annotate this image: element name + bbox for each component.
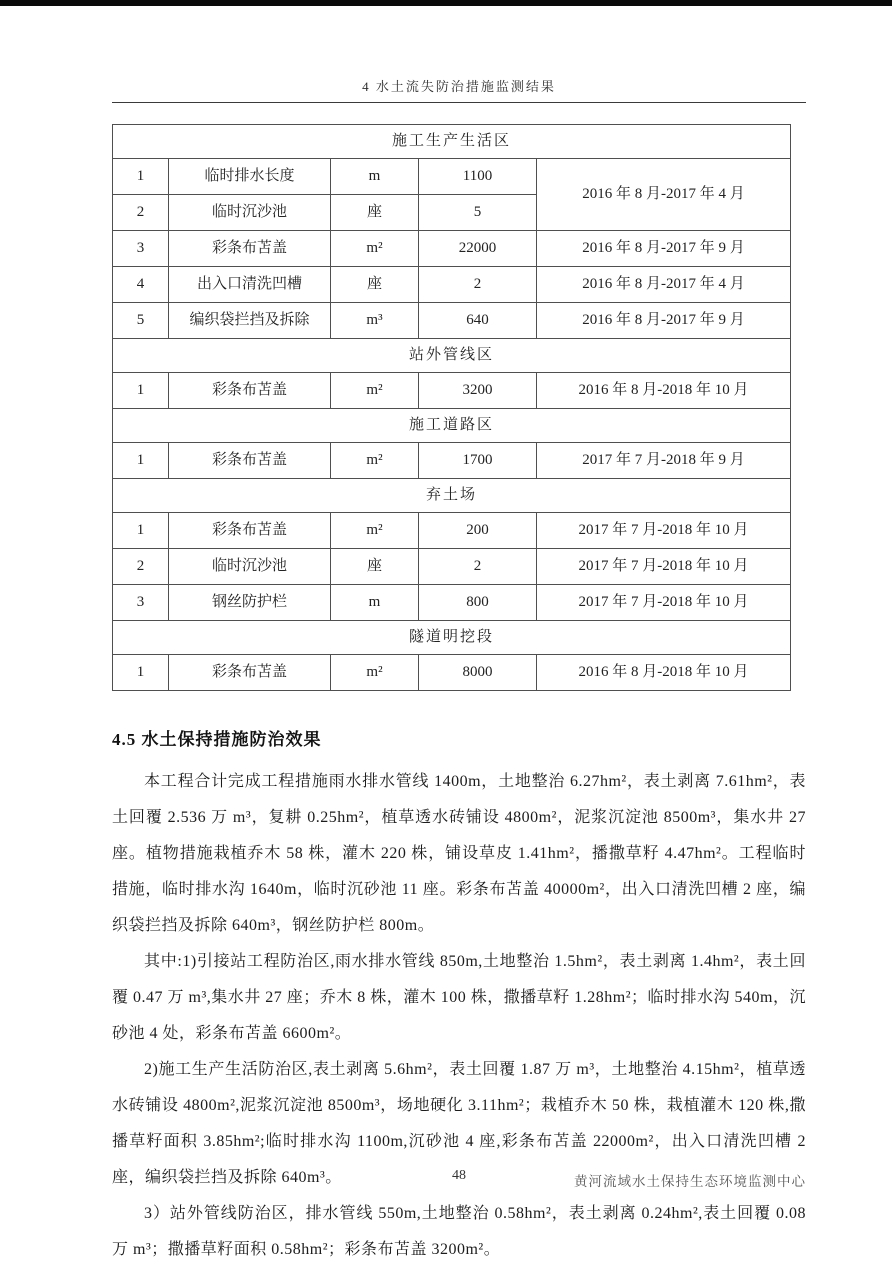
implementation-time: 2016 年 8 月-2017 年 4 月	[537, 267, 791, 303]
implementation-time: 2016 年 8 月-2018 年 10 月	[537, 373, 791, 409]
paragraph: 2)施工生产生活防治区,表土剥离 5.6hm²，表土回覆 1.87 万 m³，土地整治 4.15hm²，植草透水砖铺设 4800m²,泥浆沉淀池 8500m³，场地硬化 3.11hm²；栽植乔木 50 株，栽植灌木 120 株,撒播草籽面积 3.85hm²;临时排水沟 1100m,沉砂池 4 座,彩条布苫盖 22000m²，出入口清洗凹槽 2 座，编织袋拦挡及拆除 640m³。	[112, 1061, 806, 1186]
implementation-time: 2016 年 8 月-2017 年 9 月	[537, 231, 791, 267]
measure-name: 出入口清洗凹槽	[169, 267, 331, 303]
implementation-time: 2016 年 8 月-2018 年 10 月	[537, 655, 791, 691]
measure-quantity: 1100	[419, 159, 537, 195]
row-number: 2	[113, 549, 169, 585]
measure-quantity: 3200	[419, 373, 537, 409]
paragraph: 其中:1)引接站工程防治区,雨水排水管线 850m,土地整治 1.5hm²，表土剥离 1.4hm²，表土回覆 0.47 万 m³,集水井 27 座；乔木 8 株，灌木 100 株，撒播草籽 1.28hm²；临时排水沟 540m，沉砂池 4 处，彩条布苫盖 6600m²。	[112, 953, 806, 1042]
measure-unit: m²	[331, 231, 419, 267]
measure-unit: 座	[331, 549, 419, 585]
measure-name: 彩条布苫盖	[169, 443, 331, 479]
row-number: 2	[113, 195, 169, 231]
measure-unit: 座	[331, 267, 419, 303]
page-footer	[112, 1168, 806, 1192]
measure-quantity: 2	[419, 549, 537, 585]
table-section-row	[113, 621, 791, 655]
running-header: 4 水土流失防治措施监测结果	[112, 76, 806, 103]
table-row	[113, 159, 791, 195]
row-number: 4	[113, 267, 169, 303]
row-number: 1	[113, 655, 169, 691]
measure-unit: m²	[331, 655, 419, 691]
measure-name: 彩条布苫盖	[169, 373, 331, 409]
row-number: 1	[113, 373, 169, 409]
table-section-title: 站外管线区	[113, 339, 791, 373]
measure-quantity: 640	[419, 303, 537, 339]
implementation-time: 2017 年 7 月-2018 年 10 月	[537, 585, 791, 621]
table-row	[113, 549, 791, 585]
measure-unit: m	[331, 585, 419, 621]
measure-quantity: 200	[419, 513, 537, 549]
implementation-time: 2017 年 7 月-2018 年 9 月	[537, 443, 791, 479]
table-section-title: 施工道路区	[113, 409, 791, 443]
table-section-title: 弃土场	[113, 479, 791, 513]
measure-unit: m²	[331, 373, 419, 409]
implementation-time: 2017 年 7 月-2018 年 10 月	[537, 513, 791, 549]
row-number: 3	[113, 231, 169, 267]
measure-name: 临时沉沙池	[169, 195, 331, 231]
measure-quantity: 2	[419, 267, 537, 303]
measures-table	[112, 124, 791, 691]
table-row	[113, 655, 791, 691]
measure-name: 彩条布苫盖	[169, 655, 331, 691]
table-row	[113, 267, 791, 303]
section-heading: 4.5 水土保持措施防治效果	[112, 730, 322, 749]
paragraph: 3）站外管线防治区，排水管线 550m,土地整治 0.58hm²，表土剥离 0.24hm²,表土回覆 0.08 万 m³；撒播草籽面积 0.58hm²；彩条布苫盖 3200m²。	[112, 1205, 806, 1258]
table-row	[113, 585, 791, 621]
table-section-row	[113, 409, 791, 443]
paragraph: 本工程合计完成工程措施雨水排水管线 1400m，土地整治 6.27hm²，表土剥离 7.61hm²，表土回覆 2.536 万 m³，复耕 0.25hm²，植草透水砖铺设 4800m²，泥浆沉淀池 8500m³，集水井 27 座。植物措施栽植乔木 58 株，灌木 220 株，铺设草皮 1.41hm²，播撒草籽 4.47hm²。工程临时措施，临时排水沟 1640m，临时沉砂池 11 座。彩条布苫盖 40000m²，出入口清洗凹槽 2 座，编织袋拦挡及拆除 640m³，钢丝防护栏 800m。	[112, 773, 806, 934]
table-section-row	[113, 479, 791, 513]
measure-unit: m	[331, 159, 419, 195]
measure-name: 钢丝防护栏	[169, 585, 331, 621]
measure-name: 彩条布苫盖	[169, 231, 331, 267]
footer-organization: 黄河流域水土保持生态环境监测中心	[574, 1174, 806, 1189]
row-number: 5	[113, 303, 169, 339]
implementation-time: 2016 年 8 月-2017 年 9 月	[537, 303, 791, 339]
table-section-row	[113, 339, 791, 373]
measure-unit: m³	[331, 303, 419, 339]
table-row	[113, 443, 791, 479]
measure-unit: m²	[331, 443, 419, 479]
measure-quantity: 1700	[419, 443, 537, 479]
table-row	[113, 303, 791, 339]
row-number: 3	[113, 585, 169, 621]
row-number: 1	[113, 513, 169, 549]
measure-name: 编织袋拦挡及拆除	[169, 303, 331, 339]
measure-quantity: 8000	[419, 655, 537, 691]
measure-name: 临时沉沙池	[169, 549, 331, 585]
document-page	[112, 0, 806, 1268]
row-number: 1	[113, 443, 169, 479]
implementation-time: 2017 年 7 月-2018 年 10 月	[537, 549, 791, 585]
measure-quantity: 5	[419, 195, 537, 231]
table-row	[113, 513, 791, 549]
measure-unit: m²	[331, 513, 419, 549]
page-number: 48	[452, 1168, 466, 1183]
table-section-title: 隧道明挖段	[113, 621, 791, 655]
measure-quantity: 22000	[419, 231, 537, 267]
implementation-time: 2016 年 8 月-2017 年 4 月	[537, 159, 791, 231]
measure-unit: 座	[331, 195, 419, 231]
body-text	[112, 764, 806, 1268]
measure-name: 彩条布苫盖	[169, 513, 331, 549]
table-section-row	[113, 125, 791, 159]
table-section-title: 施工生产生活区	[113, 125, 791, 159]
table-row	[113, 373, 791, 409]
measure-quantity: 800	[419, 585, 537, 621]
row-number: 1	[113, 159, 169, 195]
measure-name: 临时排水长度	[169, 159, 331, 195]
table-row	[113, 231, 791, 267]
